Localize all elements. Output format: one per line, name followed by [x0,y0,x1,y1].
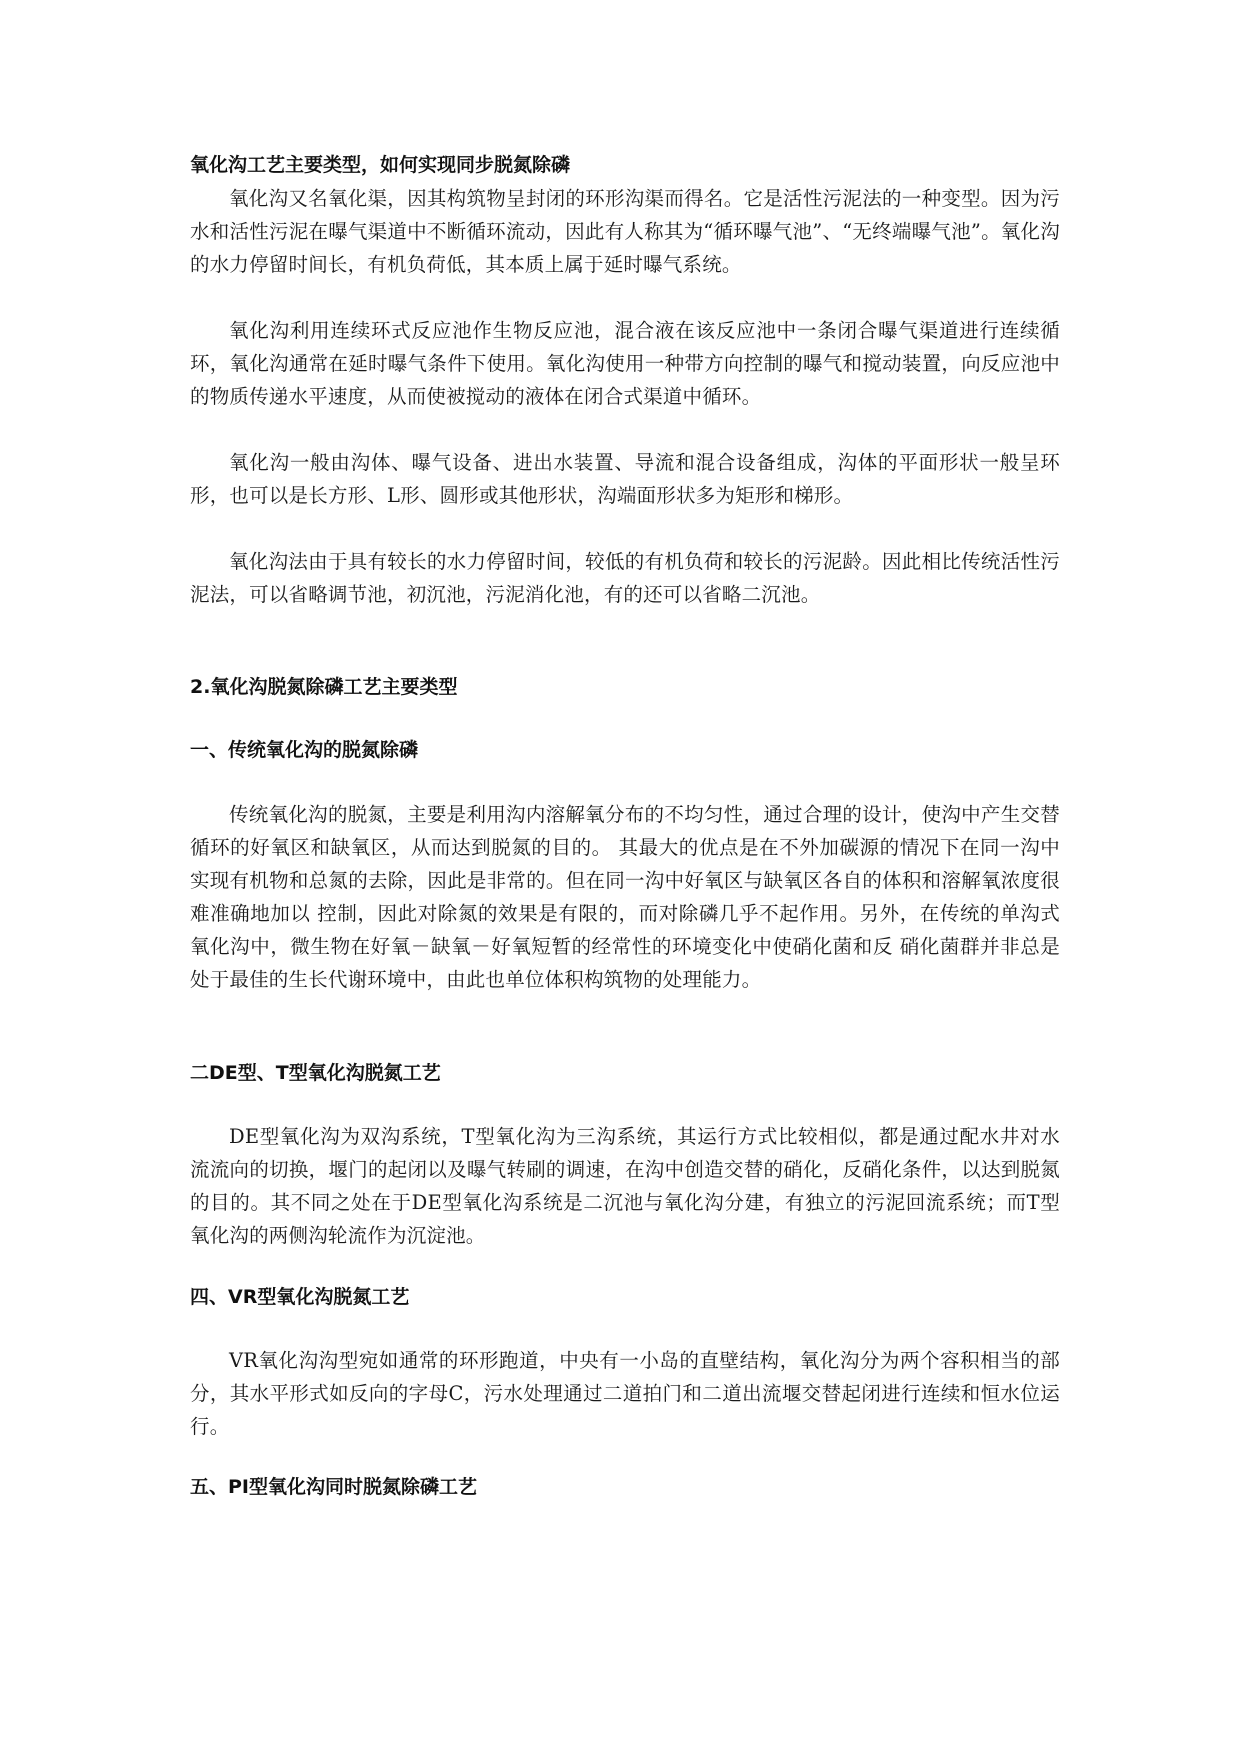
section-heading-types: 2.氧化沟脱氮除磷工艺主要类型 [190,676,458,698]
intro-paragraph-2: 氧化沟利用连续环式反应池作生物反应池，混合液在该反应池中一条闭合曝气渠道进行连续循环，氧化沟通常在延时曝气条件下使用。氧化沟使用一种带方向控制的曝气和搅动装置，向反应池中的物质传递水平速度，从而使被搅动的液体在闭合式渠道中循环。 [190,319,1060,408]
paragraph-traditional-oxidation-ditch: 传统氧化沟的脱氮，主要是利用沟内溶解氧分布的不均匀性，通过合理的设计，使沟中产生交替循环的好氧区和缺氧区，从而达到脱氮的目的。 其最大的优点是在不外加碳源的情况下在同一沟中实现有机物和总氮的去除，因此是非常的。但在同一沟中好氧区与缺氧区各自的体积和溶解氧浓度很难准确地加以 控制，因此对除氮的效果是有限的，而对除磷几乎不起作用。另外，在传统的单沟式氧化沟中，微生物在好氧－缺氧－好氧短暂的经常性的环境变化中使硝化菌和反 硝化菌群并非总是处于最佳的生长代谢环境中，由此也单位体积构筑物的处理能力。 [190,803,1060,991]
intro-paragraph-3: 氧化沟一般由沟体、曝气设备、进出水装置、导流和混合设备组成，沟体的平面形状一般呈环形，也可以是长方形、L形、圆形或其他形状，沟端面形状多为矩形和梯形。 [190,451,1060,507]
heading-vr-oxidation-ditch: 四、VR型氧化沟脱氮工艺 [190,1286,410,1308]
document-title: 氧化沟工艺主要类型，如何实现同步脱氮除磷 [190,154,571,176]
heading-traditional-oxidation-ditch: 一、传统氧化沟的脱氮除磷 [190,739,419,761]
paragraph-de-t-oxidation-ditch: DE型氧化沟为双沟系统，T型氧化沟为三沟系统，其运行方式比较相似，都是通过配水井对水流流向的切换，堰门的起闭以及曝气转刷的调速，在沟中创造交替的硝化，反硝化条件，以达到脱氮的目的。其不同之处在于DE型氧化沟系统是二沉池与氧化沟分建，有独立的污泥回流系统；而T型氧化沟的两侧沟轮流作为沉淀池。 [190,1125,1060,1247]
heading-de-t-oxidation-ditch: 二DE型、T型氧化沟脱氮工艺 [190,1062,441,1084]
heading-pi-oxidation-ditch: 五、PI型氧化沟同时脱氮除磷工艺 [190,1476,477,1498]
intro-paragraph-4: 氧化沟法由于具有较长的水力停留时间，较低的有机负荷和较长的污泥龄。因此相比传统活性污泥法，可以省略调节池，初沉池，污泥消化池，有的还可以省略二沉池。 [190,550,1060,606]
paragraph-vr-oxidation-ditch: VR氧化沟沟型宛如通常的环形跑道，中央有一小岛的直壁结构，氧化沟分为两个容积相当的部分，其水平形式如反向的字母C，污水处理通过二道拍门和二道出流堰交替起闭进行连续和恒水位运行。 [190,1349,1060,1438]
intro-paragraph-1: 氧化沟又名氧化渠，因其构筑物呈封闭的环形沟渠而得名。它是活性污泥法的一种变型。因为污水和活性污泥在曝气渠道中不断循环流动，因此有人称其为“循环曝气池”、“无终端曝气池”。氧化沟的水力停留时间长，有机负荷低，其本质上属于延时曝气系统。 [190,187,1060,276]
